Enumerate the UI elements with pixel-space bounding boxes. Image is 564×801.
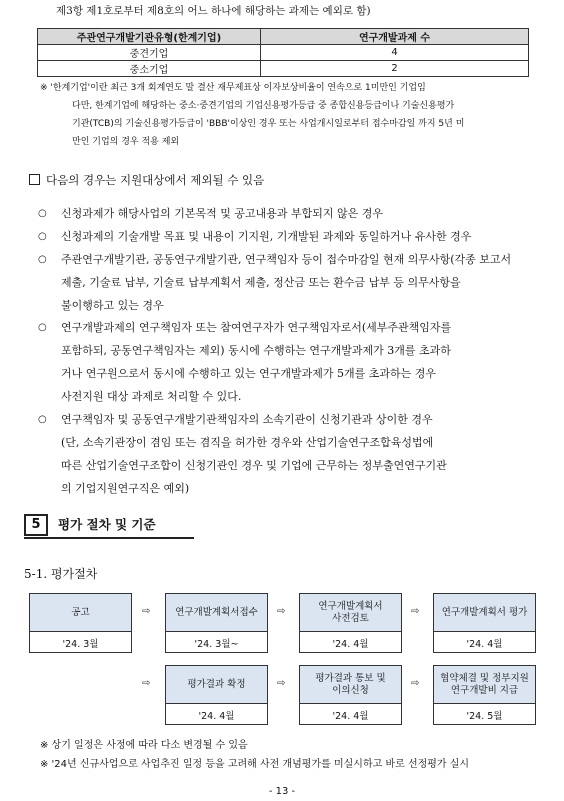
table-header-count: 연구개발과제 수 [261,29,529,45]
table-row [38,45,529,61]
section-title: 평가 절차 및 기준 [58,517,156,532]
arrow-right-icon: ⇨ [142,606,151,617]
circle-bullet-icon: ○ [38,208,47,219]
circle-bullet-icon: ○ [38,322,47,333]
process-step-date: '24. 3월~ [194,639,239,650]
table-cell-type: 중견기업 [38,45,261,61]
process-step-name: 공고 [30,594,131,632]
process-step-plan-evaluation [433,593,536,653]
arrow-right-icon: ⇨ [411,606,420,617]
list-item-line: 따른 산업기술연구조합이 신청기관인 경우 및 기업에 근무하는 정부출연연구기관 [61,459,447,472]
process-step-name: 평가결과 확정 [166,666,267,704]
process-step-result-notice [299,665,402,725]
checkbox-square-icon [29,174,40,185]
note-line: 기관(TCB)의 기술신용평가등급이 'BBB'이상인 경우 또는 사업개시일로부터 접수마감일 까지 5년 미 [72,119,465,129]
exclusion-heading-text: 다음의 경우는 지원대상에서 제외될 수 있음 [46,173,265,187]
list-item-line: 불이행하고 있는 경우 [61,299,164,312]
list-item-line: 주관연구개발기관, 공동연구개발기관, 연구책임자 등이 접수마감일 현재 의무사항(각종 보고서 [61,253,512,266]
process-step-agreement [433,665,536,725]
list-item-line: 신청과제의 기술개발 목표 및 내용이 기지원, 기개발된 과제와 동일하거나 유사한 경우 [61,230,472,243]
process-step-result-confirm [165,665,268,725]
arrow-right-icon: ⇨ [277,606,286,617]
arrow-right-icon: ⇨ [277,678,286,689]
process-step-date: '24. 4월 [198,711,235,722]
list-item-line: 거나 연구원으로서 동시에 수행하고 있는 연구개발과제가 5개를 초과하는 경우 [61,367,437,380]
table-header-type: 주관연구개발기관유형(한계기업) [38,29,261,45]
circle-bullet-icon: ○ [38,254,47,265]
list-item-line: 연구개발과제의 연구책임자 또는 참여연구자가 연구책임자로서(세부주관책임자를 [61,321,452,334]
process-step-name: 연구개발계획서 사전검토 [300,594,401,632]
process-step-date: '24. 5월 [466,711,503,722]
arrow-right-icon: ⇨ [142,678,151,689]
list-item [38,202,384,225]
list-item [38,225,472,248]
circle-bullet-icon: ○ [38,414,47,425]
subsection-title: 5-1. 평가절차 [24,567,98,581]
process-step-announcement [29,593,132,653]
process-step-date: '24. 3월 [62,639,99,650]
list-item [38,248,512,317]
process-step-date: '24. 4월 [332,639,369,650]
table-cell-type: 중소기업 [38,61,261,77]
list-item-line: 연구책임자 및 공동연구개발기관책임자의 소속기관이 신청기관과 상이한 경우 [61,413,433,426]
list-item [38,408,447,500]
footnote: ※ '24년 신규사업으로 사업추진 일정 등을 고려해 사전 개념평가를 미실시하고 바로 선정평가 실시 [40,759,470,770]
process-step-plan-submission [165,593,268,653]
company-type-table [37,28,529,77]
process-step-name: 연구개발계획서접수 [166,594,267,632]
process-step-name: 연구개발계획서 평가 [434,594,535,632]
list-item-line: 포함하되, 공동연구책임자는 제외) 동시에 수행하는 연구개발과제가 3개를 초과하 [61,344,451,357]
arrow-right-icon: ⇨ [411,678,420,689]
list-item-line: 의 기업지원연구직은 예외) [61,482,190,495]
circle-bullet-icon: ○ [38,231,47,242]
section-underline [24,537,194,539]
note-line: 다만, 한계기업에 해당하는 중소·중견기업의 기업신용평가등급 중 종합신용등급이나 기술신용평가 [72,101,455,111]
process-step-name: 협약체결 및 정부지원 연구개발비 지급 [434,666,535,704]
process-step-date: '24. 4월 [332,711,369,722]
list-item-line: (단, 소속기관장이 겸임 또는 겸직을 허가한 경우와 산업기술연구조합육성법에 [61,436,434,449]
exclusion-heading [29,172,264,188]
note-line: ※ '한계기업'이란 최근 3개 회계연도 말 결산 재무제표상 이자보상비율이 연속으로 1미만인 기업임 [40,83,426,93]
footnote: ※ 상기 일정은 사정에 따라 다소 변경될 수 있음 [40,740,248,751]
process-step-date: '24. 4월 [466,639,503,650]
process-step-pre-review [299,593,402,653]
list-item-line: 신청과제가 해당사업의 기본목적 및 공고내용과 부합되지 않은 경우 [61,207,384,220]
page-number: - 13 - [268,786,296,797]
list-item [38,316,452,408]
table-cell-count: 2 [261,61,529,77]
table-row [38,61,529,77]
intro-continuation-text: 제3항 제1호로부터 제8호의 어느 하나에 해당하는 과제는 예외로 함) [56,5,371,17]
section-number-badge: 5 [24,514,48,536]
note-line: 만인 기업의 경우 적용 제외 [72,137,180,147]
list-item-line: 사전지원 대상 과제로 처리할 수 있다. [61,390,242,403]
table-cell-count: 4 [261,45,529,61]
list-item-line: 제출, 기술료 납부, 기술료 납부계획서 제출, 정산금 또는 환수금 납부 등 의무사항을 [61,276,461,289]
process-step-name: 평가결과 통보 및 이의신청 [300,666,401,704]
